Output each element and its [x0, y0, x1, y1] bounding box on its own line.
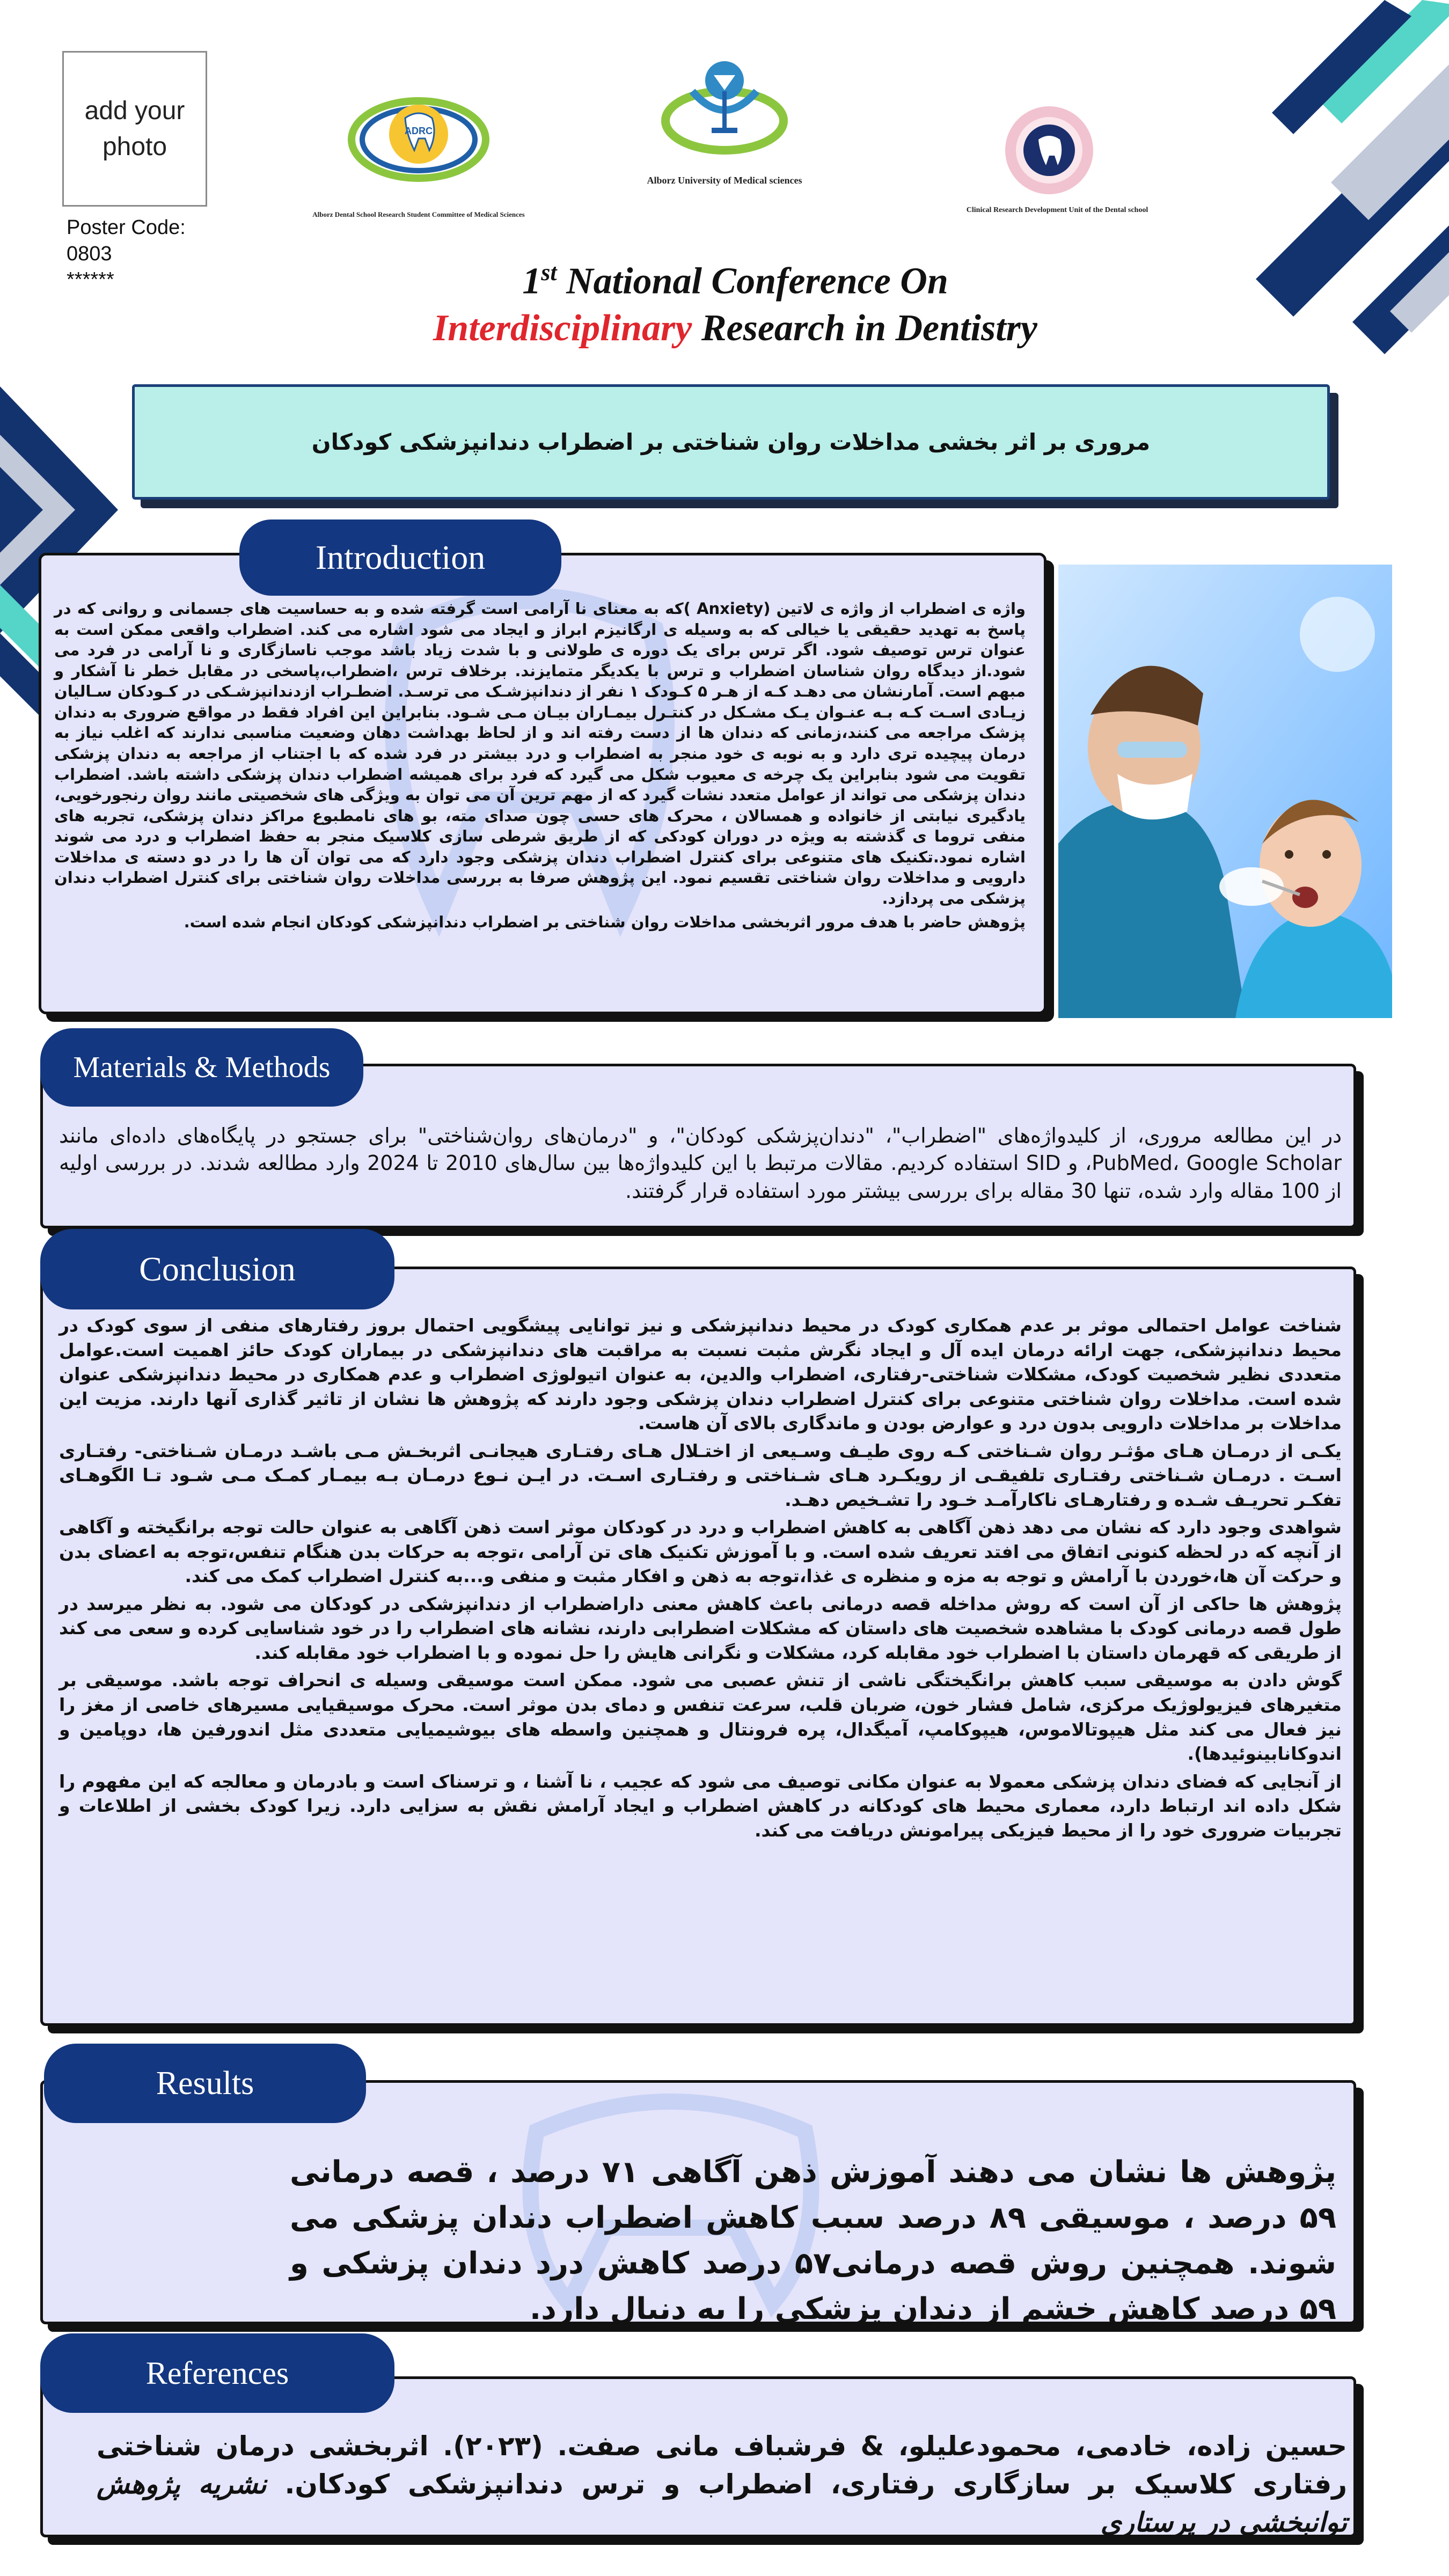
adrc-caption: Alborz Dental School Research Student Committee of Medical Sciences: [312, 210, 525, 218]
poster-code-value: 0803: [67, 242, 112, 265]
adrc-badge: ADRC: [405, 126, 433, 136]
references-text: [97, 2427, 1347, 2542]
clinical-research-logo: [945, 102, 1170, 225]
conference-ordinal-suffix: st: [541, 259, 557, 286]
dentist-treating-child-photo: [1058, 565, 1392, 1018]
poster-title-box: [132, 384, 1330, 500]
alborz-university-logo: [612, 59, 837, 193]
clinical-research-tooth-logo-icon: [945, 102, 1170, 199]
poster-title: مروری بر اثر بخشی مداخلات روان شناختی بر اضطراب دندانپزشکی کودکان: [311, 429, 1151, 455]
methods-text: در این مطالعه مروری، از کلیدواژه‌های "اضطراب"، "دندان‌پزشکی کودکان"، و "درمان‌های روان‌شناختی" برای جستجو در پایگاه‌های داده‌ای مانند PubMed، Google Scholar، و SID استفاده کردیم. مقالات مرتبط با این کلیدواژه‌ها بین سال‌های 2010 تا 2024 وارد مطالعه شدند. در بررسی اولیه از 100 مقاله وارد شده، تنها 30 مقاله برای بررسی بیشتر مورد استفاده قرار گرفتند.: [59, 1124, 1342, 1203]
alborz-university-caption: Alborz University of Medical sciences: [647, 175, 802, 186]
conclusion-paragraph: شواهدی وجود دارد که نشان می دهد ذهن آگاهی به کاهش اضطراب و درد در کودکان موثر است ذهن آگاهی به عنوان حالت توجه برانگیخته و آگاهی از آنچه که در لحظه کنونی اتفاق می افتد تعریف شده است. و با آموزش تکنیک های تن آرامی ،توجه به حرکات بدن هنگام تنفس،توجه به اعضای بدن و حرکت آن ها،خوردن با آرامش و توجه به مزه و منظره ی غذا،توجه به ذهن و افکار مثبت و منفی و...به کنترل اضطراب کمک می کند.: [59, 1517, 1342, 1587]
conclusion-paragraph: یکـی از درمـان هـای مؤثـر روان شـناختی کـه روی طیـف وسـیعی از اختـلال هـای رفتـاری هیجانـی اثربخـش مـی باشـد درمـان شـناختی- رفتـاری اسـت . درمـان شـناختی رفتـاری تلفیقـی از رویکـرد هـای شـناختی و رفتـاری اسـت. در ایـن نـوع درمـان بـه بیمـار کمـک مـی شـود تـا الگوهـای تفکـر تحریـف شـده و رفتارهـای ناکارآمـد خـود را تشـخیص دهـد.: [59, 1440, 1342, 1510]
conclusion-text: [59, 1313, 1342, 1846]
introduction-heading: Introduction: [239, 519, 561, 596]
adrc-logo: [301, 75, 537, 225]
introduction-paragraph: واژه ی اضطراب از واژه ی لاتین (Anxiety )که به معنای نا آرامی است گرفته شده و به حساسیت های جسمانی و روانی که در پاسخ به تهدید حقیقی یا خیالی که به وسیله ی ارگانیزم ابراز و ایجاد می شود اشاره می کند. اضطراب واقعی ممکن است به عنوان ترس توصیف شود. اگر ترس برای یک دوره ی طولانی و با شدت زیاد باشد موجب ناسازگاری و نا آرامی در فرد می شود.از دیدگاه روان شناسان اضطراب و ترس با یکدیگر متمایزند. برخلاف ترس ،اضطراب،پاسخی در مقابل خطر نا آشکار و مبهم است. آمارنشان می دهـد کـه از هـر ۵ کـودک ۱ نفر از دندانپزشـک می ترسـد. اضطـراب ازدندانپزشـکی در کـودکان سـالیان زیـادی اسـت کـه بـه عنـوان یـک مشـکل در کنتـرل بیمـاران بیـان مـی شـود. بنابراین این افراد فقط در مواقع ضروری به دندان پزشک مراجعه می کنند،زمانی که دندان ها از دست رفته اند و از لحاظ بهداشت دهان وضعیت مناسبی ندارند که اغلب نیاز به درمان پیچیده تری دارد و به نوبه ی خود منجر به اضطراب و درد بیشتر در فرد شده که با اجتناب از مراجعه به دندان پزشکی تقویت می شود بنابراین یک چرخه ی معیوب شکل می گیرد که فرد برای همیشه اضطراب دندان پزشکی داشته باشد. اضطراب دندان پزشکی می تواند از عوامل متعدد نشات گیرد که از مهم ترین آن می توان به ویژگی های شخصیتی مانند روان رنجورخویی، یادگیری نیابتی از خانواده و همسالان ، محرک های حسی چون صدای مته، بو های نامطبوع مراکز دندان پزشکی، تجربه های منفی تروما ی گذشته به ویژه در دوران کودکی که از طریق شرطی سازی کلاسیک منجر به حفظ اضطراب و درد می شوند اشاره نمود.تکنیک های متنوعی برای کنترل اضطراب دندان پزشکی وجود دارد که می توان آن ها را در دو دسته ی مداخلات دارویی و مداخلات روان شناختی تقسیم نمود. این پژوهش صرفا به بررسی مداخلات روان شناختی برای کنترل اضطراب دندان پزشکی می پردازد.: [54, 599, 1026, 908]
conference-ordinal: 1: [522, 260, 541, 302]
conclusion-panel: [40, 1267, 1356, 2026]
conclusion-paragraph: گوش دادن به موسیقی سبب کاهش برانگیختگی ناشی از تنش عصبی می شود. ممکن است موسیقی وسیله ی انحراف توجه باشد. موسیقی بر متغیرهای فیزیولوژیک مرکزی، شامل فشار خون، ضربان قلب، سرعت تنفس و دمای بدن موثر است. محرک موسیقیایی مسیرهای خاصی از مغز را نیز فعال می کند مثل هیپوتالاموس، هیپوکامپ، آمیگدال، پره فرونتال و همچنین واسطه های بیوشیمیایی متعددی مثل اندورفین ها، دوپامین و اندوکانابینوئیدها).: [59, 1670, 1342, 1765]
top-right-chevron-decoration: [1208, 0, 1449, 419]
conference-line1: National Conference On: [566, 260, 948, 302]
poster-code-mask: ******: [67, 268, 114, 291]
references-heading: References: [40, 2333, 394, 2413]
clinical-research-caption: Clinical Research Development Unit of the Dental school: [966, 206, 1148, 214]
alborz-university-logo-icon: [612, 59, 837, 166]
conclusion-heading: Conclusion: [40, 1229, 394, 1309]
conference-highlight: Interdisciplinary: [433, 307, 692, 349]
methods-heading: Materials & Methods: [40, 1028, 363, 1107]
photo-placeholder[interactable]: [62, 51, 207, 207]
results-heading: Results: [44, 2044, 366, 2123]
poster-code: [67, 215, 195, 293]
introduction-text: [54, 598, 1026, 936]
references-journal: نشریه پژوهش توانبخشی در پرستاری: [97, 2469, 1347, 2538]
conclusion-paragraph: از آنجایی که فضای دندان پزشکی معمولا به عنوان مکانی توصیف می شود که عجیب ، نا آشنا ، و ترسناک است و بادرمان و معالجه که این مفهوم را شکل داده اند ارتباط دارد، معماری محیط های کودکانه در کاهش اضطراب و ایجاد آرامش نقش به سزایی دارد. زیرا کودک بخشی از اطلاعات و تجربیات ضروری خود را از محیط فیزیکی پیرامونش دریافت می کند.: [59, 1770, 1342, 1841]
adrc-tooth-logo-icon: [301, 75, 537, 199]
results-text: پژوهش ها نشان می دهند آموزش ذهن آگاهی ۷۱ درصد ، قصه درمانی ۵۹ درصد ، موسیقی ۸۹ درصد سبب کاهش اضطراب دندان پزشکی می شوند. همچنین روش قصه درمانی۵۷ درصد کاهش درد دندان پزشکی و ۵۹ درصد کاهش خشم از دندان پزشکی را به دنبال دارد.: [290, 2155, 1336, 2327]
introduction-panel: [39, 553, 1046, 1014]
poster-code-label: Poster Code:: [67, 216, 186, 239]
photo-placeholder-text: add your photo: [84, 96, 185, 161]
conclusion-paragraph: شناخت عوامل احتمالی موثر بر عدم همکاری کودک در محیط دندانپزشکی و نیز توانایی پیشگویی احتمال بروز رفتارهای منفی از سوی کودک در محیط دندانپزشکی، جهت ارائه درمان ایده آل و ایجاد نگرش مثبت نسبت به مراقبت های دندانپزشکی در بیماران کودک حائز اهمیت است.عوامل متعددی نظیر شخصیت کودک، مشکلات شناختی-رفتاری، اضطراب والدین، به عنوان اتیولوژی اضطراب و عدم همکاری در محیط دندانپزشکی عنوان شده است. مداخلات روان شناختی متنوعی برای کنترل اضطراب دندان پزشکی وجود دارند که پژوهش ها نشان از تاثیر گذاری آنها دارند. مزیت این مداخلات بر مداخلات دارویی بدون درد و عوارض بودن و ماندگاری بالای آن هاست.: [59, 1315, 1342, 1434]
conference-line2: Research in Dentistry: [701, 307, 1037, 349]
references-citation: حسین زاده، خادمی، محمودعلیلو، & فرشباف مانی صفت. (۲۰۲۳). اثربخشی درمان شناختی رفتاری کلاسیک بر سازگاری رفتاری، اضطراب و ترس دندانپزشکی کودکان.: [97, 2431, 1347, 2500]
introduction-paragraph: پژوهش حاضر با هدف مرور اثربخشی مداخلات روان شناختی بر اضطراب دندانپزشکی کودکان انجام شده است.: [184, 913, 1026, 932]
conference-title: [322, 258, 1148, 352]
conclusion-paragraph: پژوهش ها حاکی از آن است که روش مداخله قصه درمانی باعث کاهش معنی داراضطراب از دندانپزشکی در کودکان می شود. به نظر میرسد در طول قصه درمانی کودک با مشاهده شخصیت های داستان که مشکلات اضطرابی دارند، نشانه های اضطراب را در خود شناسایی کرده و سعی می کند از طریقی که قهرمان داستان با اضطراب خود مقابله کرد، مشکلات و نگرانی هایش را حل نموده و با اضطراب خود مقابله کند.: [59, 1593, 1342, 1663]
